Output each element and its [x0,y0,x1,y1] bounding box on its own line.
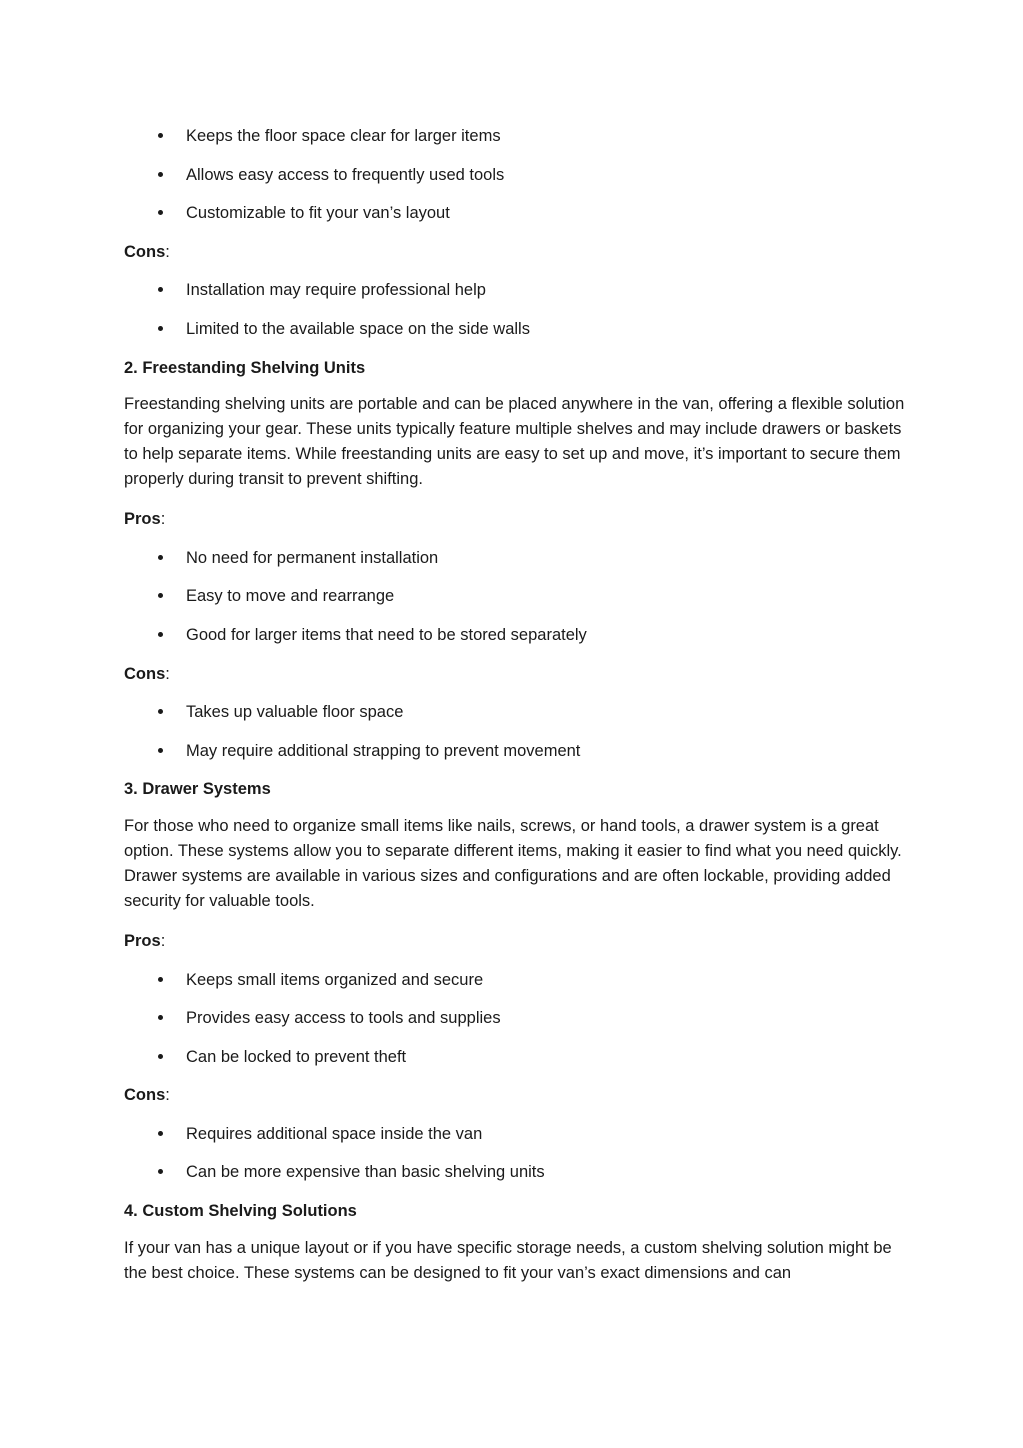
list-item: Allows easy access to frequently used tools [124,161,914,200]
list-item: Keeps the floor space clear for larger items [124,122,914,161]
pros-label: Pros: [124,931,166,950]
section-heading: 4. Custom Shelving Solutions [124,1202,357,1221]
pros-label: Pros: [124,510,166,529]
document-content [124,122,914,1299]
section-heading: 3. Drawer Systems [124,780,271,799]
pros-list [124,544,914,660]
cons-label: Cons: [124,242,170,261]
section-paragraph: For those who need to organize small items like nails, screws, or hand tools, a drawer system is a great option. These systems allow you to separate different items, making it easier to find what you need quickly. Drawer systems are available in various sizes and configurations and are often lockable, providing added security for valuable tools. [124,816,902,910]
list-item: Provides easy access to tools and supplies [124,1004,914,1043]
cons-list [124,698,914,775]
section-heading: 2. Freestanding Shelving Units [124,358,366,377]
top-cons-list [124,276,914,353]
list-item: Easy to move and rearrange [124,582,914,621]
pros-list [124,966,914,1082]
list-item: Good for larger items that need to be stored separately [124,621,914,660]
section-paragraph: Freestanding shelving units are portable and can be placed anywhere in the van, offering a flexible solution for organizing your gear. These units typically feature multiple shelves and may include drawers or baskets to help separate items. While freestanding units are easy to set up and move, it’s important to secure them properly during transit to prevent shifting. [124,395,905,489]
list-item: May require additional strapping to prevent movement [124,737,914,776]
list-item: Can be locked to prevent theft [124,1043,914,1082]
list-item: Keeps small items organized and secure [124,966,914,1005]
list-item: No need for permanent installation [124,544,914,583]
top-pros-list [124,122,914,238]
list-item: Limited to the available space on the side walls [124,315,914,354]
list-item: Can be more expensive than basic shelving units [124,1158,914,1197]
cons-list [124,1120,914,1197]
list-item: Customizable to fit your van’s layout [124,199,914,238]
section-paragraph: If your van has a unique layout or if you have specific storage needs, a custom shelving solution might be the best choice. These systems can be designed to fit your van’s exact dimensions and can [124,1238,892,1282]
list-item: Installation may require professional help [124,276,914,315]
list-item: Takes up valuable floor space [124,698,914,737]
list-item: Requires additional space inside the van [124,1120,914,1159]
cons-label: Cons: [124,664,170,683]
cons-label: Cons: [124,1086,170,1105]
